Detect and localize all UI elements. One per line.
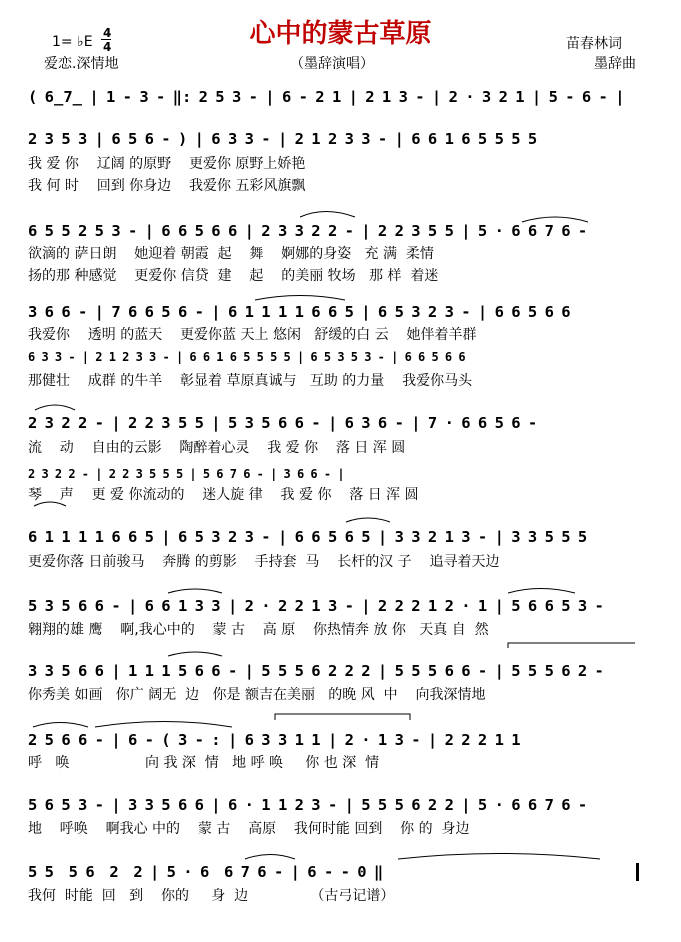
- time-signature-top: 4: [103, 26, 112, 40]
- slur-mark: [398, 854, 600, 860]
- lyric-line-verse-2: 琴 声 更 爱 你流动的 迷人旋 律 我 爱 你 落 日 浑 圆: [28, 487, 419, 503]
- notation-line: 6 5 5 2 5 3 - | 6 6 5 6 6 | 2 3 3 2 2 - | 2 2 3 5 5 | 5 · 6 6 7 6 -: [28, 222, 588, 240]
- song-title: 心中的蒙古草原: [249, 19, 432, 49]
- lyric-line: 更爱你落 日前骏马 奔腾 的剪影 手持套 马 长杆的汉 子 追寻着天边: [28, 554, 500, 570]
- tempo-expression: 爱恋.深情地: [44, 56, 119, 72]
- notation-line: 5 6 5 3 - | 3 3 5 6 6 | 6 · 1 1 2 3 - | 5 5 5 6 2 2 | 5 · 6 6 7 6 -: [28, 796, 588, 814]
- slur-mark: [255, 296, 345, 301]
- slur-mark: [300, 212, 355, 218]
- notation-line: 2 3 5 3 | 6 5 6 - ) | 6 3 3 - | 2 1 2 3 3 - | 6 6 1 6 5 5 5 5: [28, 130, 538, 148]
- lyric-line-verse-1: 我 爱 你 辽阔 的原野 更爱你 原野上娇艳: [28, 156, 306, 172]
- notation-line: 6 1 1 1 1 6 6 5 | 6 5 3 2 3 - | 6 6 5 6 5 | 3 3 2 1 3 - | 3 3 5 5 5: [28, 528, 588, 546]
- volta-bracket: [275, 714, 410, 720]
- slur-mark: [168, 652, 222, 656]
- notation-line: 3 3 5 6 6 | 1 1 1 5 6 6 - | 5 5 5 6 2 2 2 | 5 5 5 6 6 - | 5 5 5 6 2 -: [28, 662, 604, 680]
- slur-mark: [95, 722, 232, 728]
- final-barline: [636, 863, 639, 881]
- notation-line: 5 3 5 6 6 - | 6 6 1 3 3 | 2 · 2 2 1 3 - | 2 2 2 1 2 · 1 | 5 6 6 5 3 -: [28, 597, 604, 615]
- key-signature: 1= ♭E: [52, 34, 93, 50]
- notation-line: 2 5 6 6 - | 6 - ( 3 - : | 6 3 3 1 1 | 2 · 1 3 - | 2 2 2 1 1: [28, 731, 521, 749]
- performer: （墨辞演唱）: [290, 56, 374, 72]
- slur-mark: [168, 589, 222, 593]
- lyric-line: 翱翔的雄 鹰 啊,我心中的 蒙 古 高 原 你热情奔 放 你 天真 自 然: [28, 622, 489, 638]
- notation-line: 2 3 2 2 - | 2 2 3 5 5 | 5 3 5 6 6 - | 6 3 6 - | 7 · 6 6 5 6 -: [28, 414, 538, 432]
- notation-line-verse-2: 6 3 3 - | 2 1 2 3 3 - | 6 6 1 6 5 5 5 5 | 6 5 3 5 3 - | 6 6 5 6 6: [28, 350, 466, 364]
- notation-line: 5 5 5 6 2 2 | 5 · 6 6 7 6 - | 6 - - 0 ‖: [28, 863, 384, 881]
- notation-line-verse-2: 2 3 2 2 - | 2 2 3 5 5 5 | 5 6 7 6 - | 3 6 6 - |: [28, 467, 345, 481]
- slur-mark: [346, 518, 390, 522]
- composer: 墨辞曲: [594, 56, 636, 72]
- lyric-line: 你秀美 如画 你广 阔无 边 你是 额吉在美丽 的晚 风 中 向我深情地: [28, 687, 486, 703]
- slur-mark: [33, 723, 88, 728]
- lyric-line-verse-2: 那健壮 成群 的牛羊 彰显着 草原真诚与 互助 的力量 我爱你马头: [28, 373, 473, 389]
- slur-mark: [245, 855, 295, 860]
- lyric-line-verse-1: 欲滴的 萨日朗 她迎着 朝霞 起 舞 婀娜的身姿 充 满 柔情: [28, 246, 434, 262]
- lyric-line-verse-1: 我爱你 透明 的蓝天 更爱你蓝 天上 悠闲 舒缓的白 云 她伴着羊群: [28, 327, 477, 343]
- lyric-line: 我何 时能 回 到 你的 身 边 （古弓记谱）: [28, 888, 395, 904]
- lyric-line-verse-1: 流 动 自由的云影 陶醉着心灵 我 爱 你 落 日 浑 圆: [28, 440, 406, 456]
- volta-bracket: [508, 643, 635, 648]
- lyric-line-verse-2: 扬的那 种感觉 更爱你 信贷 建 起 的美丽 牧场 那 样 着迷: [28, 268, 439, 284]
- time-signature-bottom: 4: [103, 40, 112, 54]
- slur-mark: [35, 405, 75, 410]
- lyric-line: 地 呼唤 啊我心 中的 蒙 古 高原 我何时能 回到 你 的 身边: [28, 821, 470, 837]
- notation-line: ( 6̲7̲ | 1 - 3 - ‖: 2 5 3 - | 6 - 2 1 | 2 1 3 - | 2 · 3 2 1 | 5 - 6 - |: [28, 88, 625, 106]
- lyric-line-verse-2: 我 何 时 回到 你身边 我爱你 五彩风旗飘: [28, 178, 306, 194]
- notation-line: 3 6 6 - | 7 6 6 5 6 - | 6 1 1 1 1 6 6 5 | 6 5 3 2 3 - | 6 6 5 6 6: [28, 303, 571, 321]
- lyric-line: 呼 唤 向 我 深 情 地 呼 唤 你 也 深 情: [28, 755, 380, 771]
- lyricist: 苗春林词: [566, 36, 622, 52]
- slur-mark: [508, 589, 575, 594]
